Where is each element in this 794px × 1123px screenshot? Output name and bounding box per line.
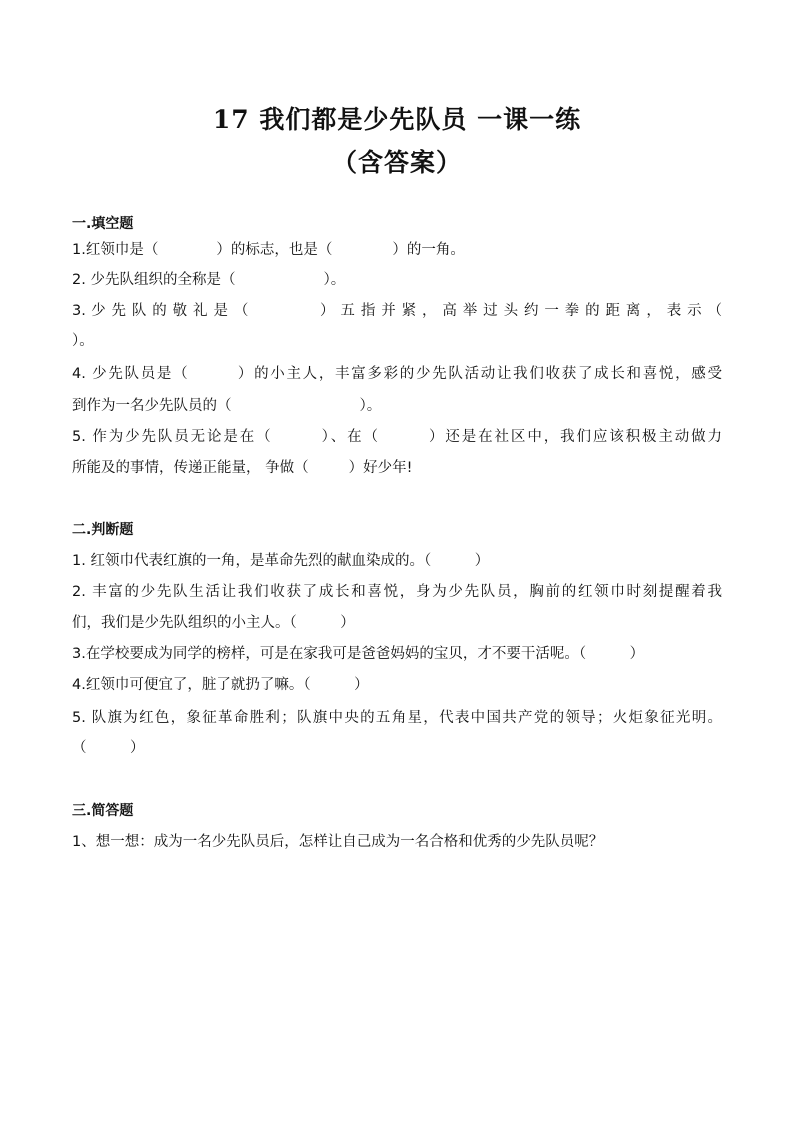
question-1-3-line2: ）。	[72, 333, 94, 349]
question-text: ）的一角。	[392, 242, 465, 258]
section-heading-fill-blank: 一.填空题	[72, 216, 134, 232]
question-2-2-line1: 2. 丰富的少先队生活让我们收获了成长和喜悦，身为少先队员，胸前的红领巾时刻提醒着我	[72, 584, 722, 600]
question-2-5-line1: 5. 队旗为红色，象征革命胜利；队旗中央的五角星，代表中国共产党的领导；火炬象征光明。	[72, 710, 722, 726]
question-text: ）好少年!	[348, 460, 413, 476]
question-text: ）的标志，也是（	[216, 242, 333, 258]
question-text: ）。	[323, 272, 346, 288]
question-1-1	[72, 238, 465, 259]
question-1-2	[72, 268, 345, 289]
question-2-3: 3.在学校要成为同学的榜样，可是在家我可是爸爸妈妈的宝贝，才不要干活呢。（ ）	[72, 646, 645, 662]
question-text: 到作为一名少先队员的（	[72, 398, 232, 414]
question-1-4-line2	[72, 394, 381, 415]
question-2-1: 1. 红领巾代表红旗的一角，是革命先烈的献血染成的。（ ）	[72, 553, 490, 569]
page-title: 17 我们都是少先队员 一课一练	[212, 105, 582, 134]
section-heading-short-answer: 三.简答题	[72, 803, 134, 819]
question-text: ）。	[359, 398, 382, 414]
question-1-3-line1: 3. 少 先 队 的 敬 礼 是 （ ） 五 指 并 紧 ， 高 举 过 头 约 一 拳 的 距 离 ， 表 示 （	[72, 303, 722, 319]
section-heading-true-false: 二.判断题	[72, 522, 134, 538]
question-2-2-line2: 们，我们是少先队组织的小主人。（ ）	[72, 615, 355, 631]
question-1-5-line1: 5. 作为少先队员无论是在（ ）、在（ ）还是在社区中，我们应该积极主动做力	[72, 429, 722, 445]
question-1-5-line2	[72, 456, 412, 477]
question-2-5-line2: （ ）	[72, 740, 145, 756]
question-text: 所能及的事情，传递正能量， 争做（	[72, 460, 309, 476]
question-text: 1.红领巾是（	[72, 242, 159, 258]
question-text: 2. 少先队组织的全称是（	[72, 272, 236, 288]
page-subtitle: （含答案）	[331, 148, 462, 177]
question-1-4-line1: 4. 少先队员是（ ）的小主人，丰富多彩的少先队活动让我们收获了成长和喜悦，感受	[72, 366, 722, 382]
question-2-4: 4.红领巾可便宜了，脏了就扔了嘛。（ ）	[72, 677, 369, 693]
question-3-1: 1、想一想：成为一名少先队员后，怎样让自己成为一名合格和优秀的少先队员呢？	[72, 834, 604, 850]
